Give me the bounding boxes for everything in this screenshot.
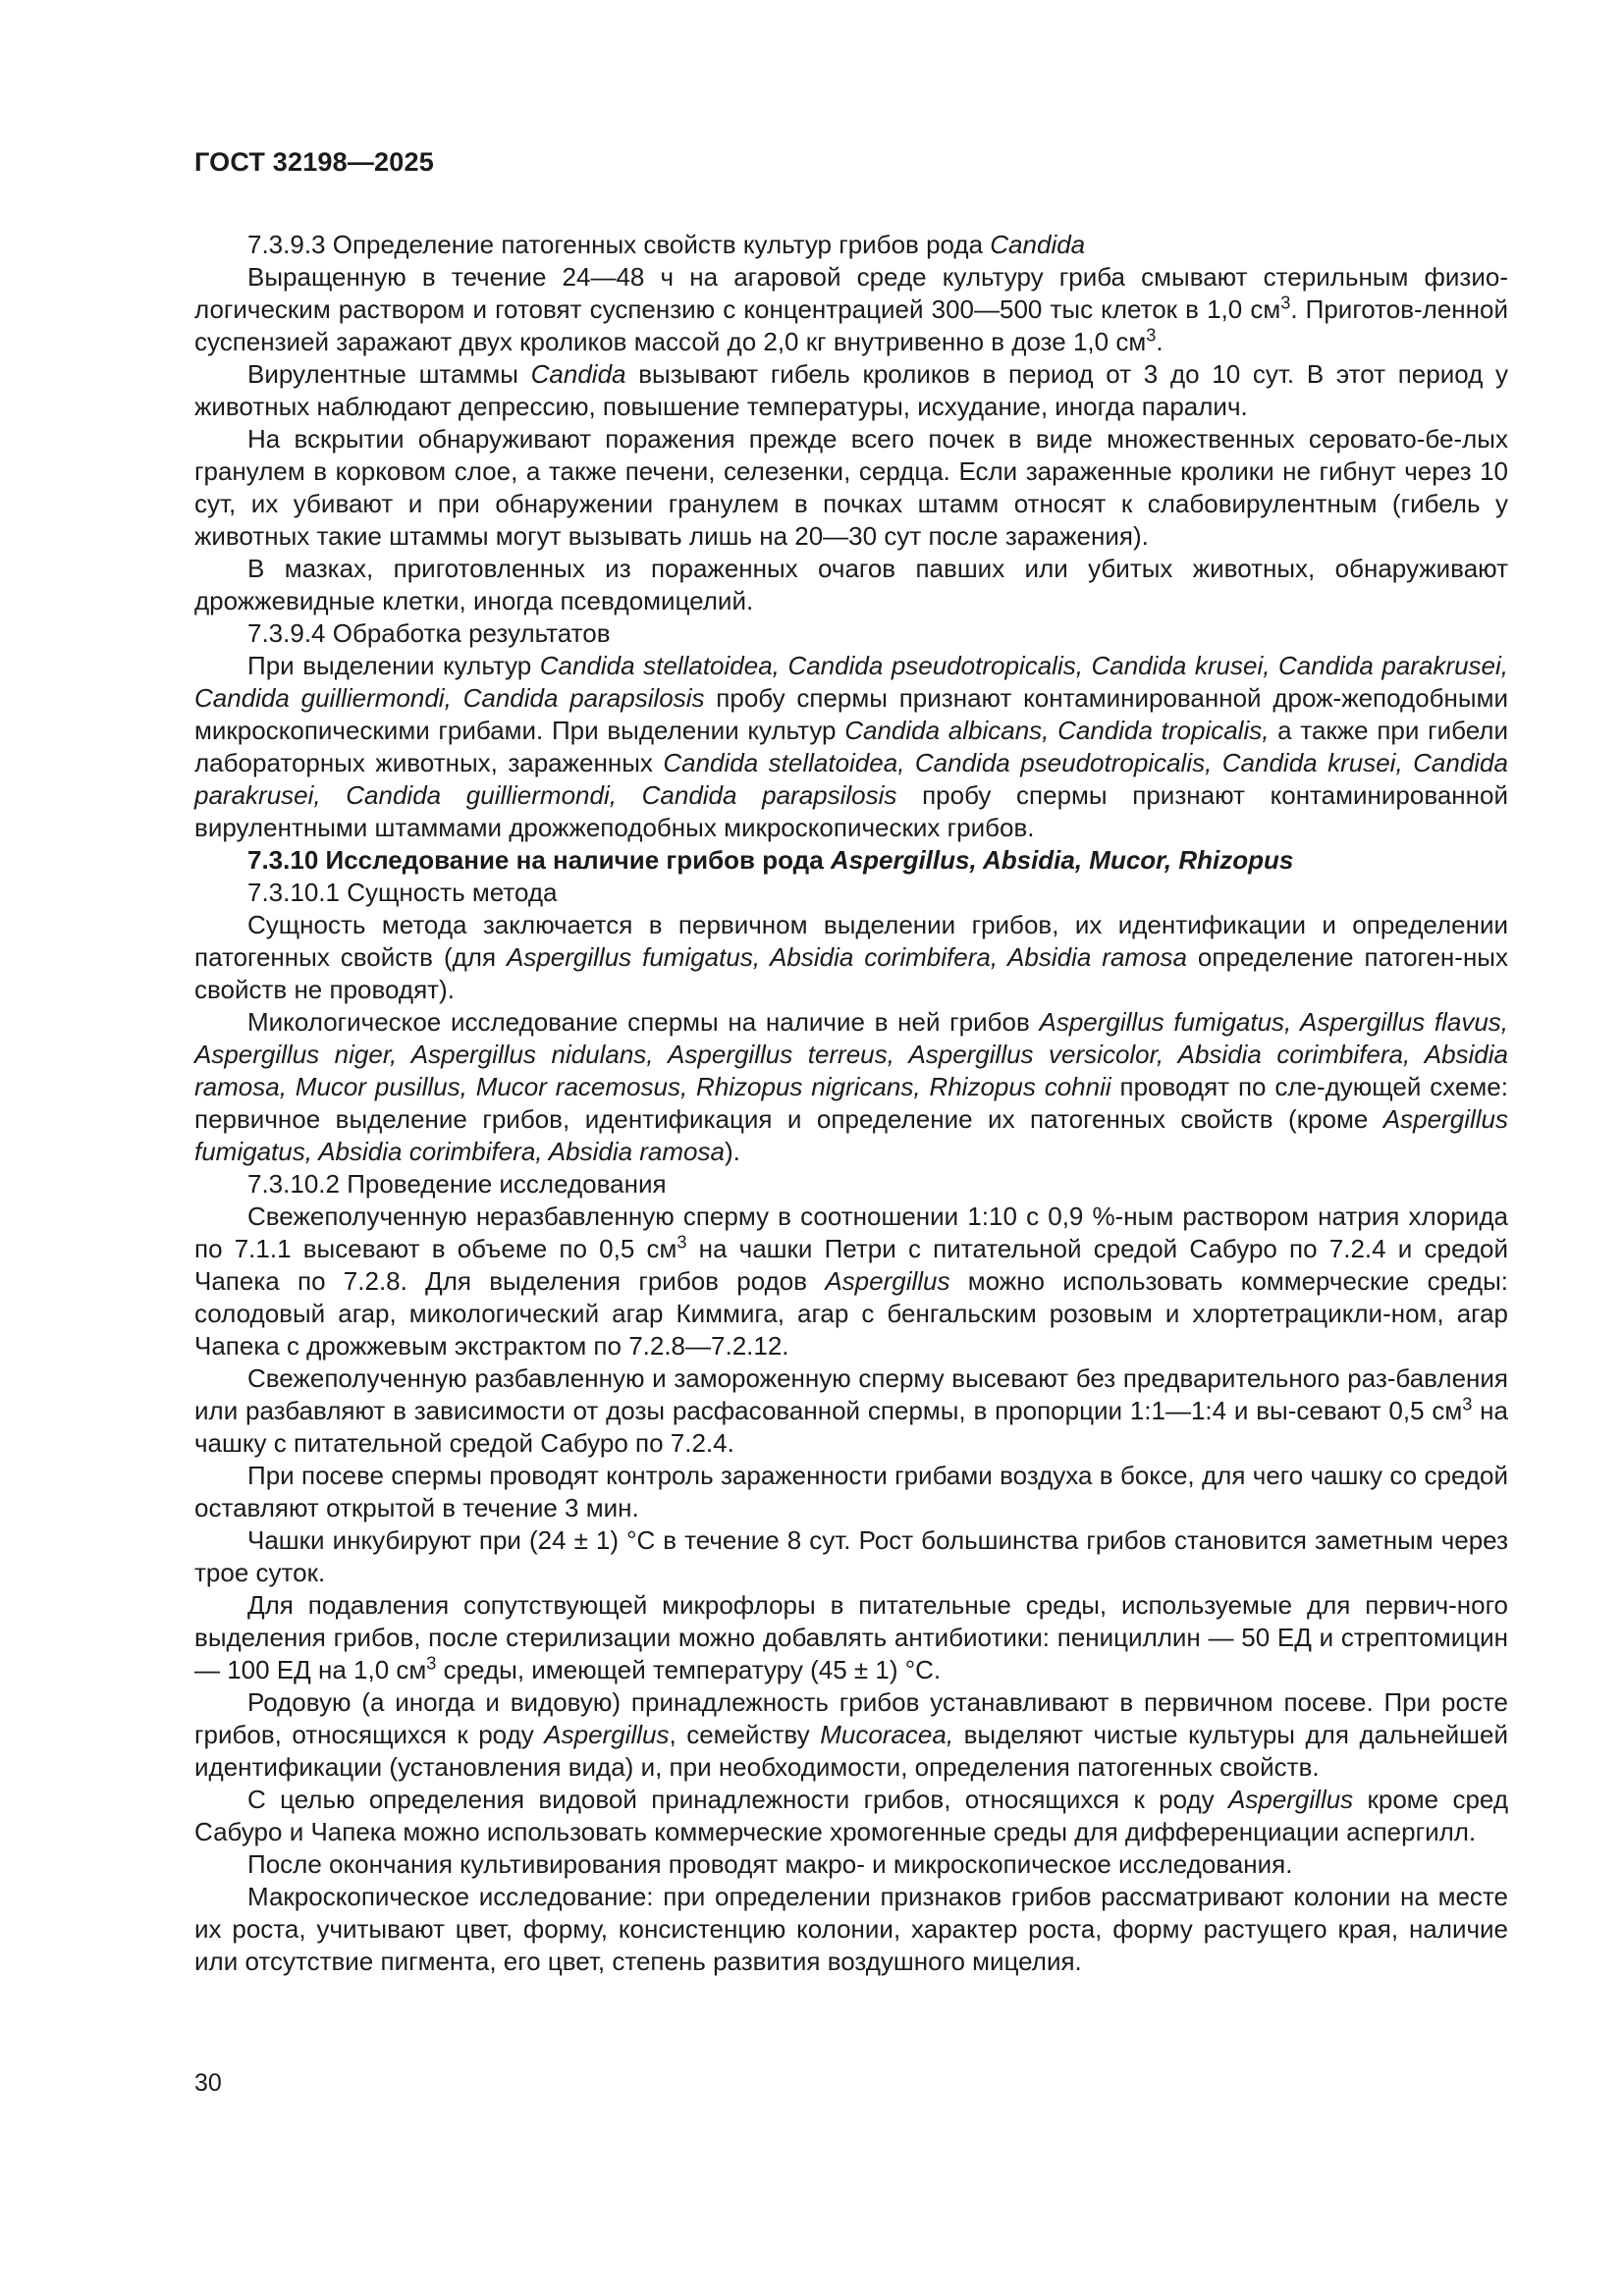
text-run: Candida albicans, Candida tropicalis,: [844, 716, 1270, 745]
paragraph: [194, 1848, 1508, 1881]
text-run: 3: [1280, 293, 1291, 313]
text-run: С целью определения видовой принадлежности грибов, относящихся к роду: [247, 1785, 1229, 1814]
text-run: Aspergillus: [1228, 1785, 1354, 1814]
text-run: 3: [426, 1653, 437, 1674]
text-run: на чашки Петри с питательной средой Сабуро по 7.2.4 и средой Чапека по 7.2.8. Для выделения грибов родов: [194, 1234, 1508, 1296]
text-run: 7.3.10.2 Проведение исследования: [247, 1169, 667, 1199]
text-run: а также при гибели лабораторных животных, зараженных: [194, 716, 1509, 777]
paragraph: [194, 650, 1508, 844]
text-run: выделяют чистые культуры для дальнейшей идентификации (установления вида) и, при необходимости, определения патогенных свойств.: [194, 1720, 1508, 1782]
paragraph: [194, 1201, 1508, 1362]
text-run: Aspergillus fumigatus, Absidia corimbifera, Absidia ramosa: [194, 1104, 1508, 1166]
paragraph: [194, 617, 1508, 650]
page-footer: [194, 2067, 222, 2100]
paragraph: [194, 1460, 1508, 1524]
text-run: Родовую (а иногда и видовую) принадлежность грибов устанавливают в первичном посеве. При росте грибов, относящихся к роду: [194, 1687, 1508, 1749]
text-run: Candida: [530, 359, 626, 389]
paragraph: [194, 358, 1508, 423]
text-run: В мазках, приготовленных из пораженных очагов павших или убитых животных, обнаруживают дрожжевидные клетки, иногда псевдомицелий.: [194, 554, 1508, 615]
text-run: Mucoracea,: [820, 1720, 954, 1749]
text-run: Aspergillus fumigatus, Absidia corimbifera, Absidia ramosa: [506, 942, 1187, 972]
document-number: ГОСТ 32198—2025: [194, 147, 434, 177]
text-run: Микологическое исследование спермы на наличие в ней грибов: [247, 1007, 1040, 1037]
page-number: 30: [194, 2069, 222, 2097]
text-run: 7.3.10.1 Сущность метода: [247, 878, 558, 907]
text-run: Свежеполученную разбавленную и замороженную сперму высевают без предварительного раз-бавления или разбавляют в зависимости от дозы расфасованной спермы, в пропорции 1:1—1:4 и вы-севают 0,5 см: [194, 1363, 1508, 1425]
text-run: 3: [1462, 1394, 1473, 1415]
paragraph: [194, 1686, 1508, 1784]
text-run: .: [1156, 327, 1164, 356]
text-run: Для подавления сопутствующей микрофлоры в питательные среды, используемые для первич-ного выделения грибов, после стерилизации можно добавлять антибиотики: пенициллин — 50 ЕД и стрептомицин — 100 ЕД на 1,0 см: [194, 1590, 1508, 1684]
text-run: Aspergillus fumigatus, Aspergillus flavus, Aspergillus niger, Aspergillus nidulans, Aspergillus terreus, Aspergillus versicolor, Absidia corimbifera, Absidia ramosa, Mucor pusillus, Mucor racemosus, Rhizopus nigricans, Rhizopus cohnii: [194, 1007, 1508, 1101]
text-run: среды, имеющей температуру (45 ± 1) °С.: [436, 1655, 942, 1684]
text-run: Выращенную в течение 24—48 ч на агаровой среде культуру гриба смывают стерильным физио-логическим раствором и готовят суспензию с концентрацией 300—500 тыс клеток в 1,0 см: [194, 262, 1508, 324]
paragraph: [194, 229, 1508, 261]
text-run: Candida stellatoidea, Candida pseudotropicalis, Candida krusei, Candida parakrusei, Candida guilliermondi, Candida parapsilosis: [194, 651, 1509, 713]
text-run: При выделении культур: [247, 651, 540, 680]
document-body: [194, 229, 1508, 1978]
paragraph: [194, 1589, 1508, 1686]
text-run: на чашку с питательной средой Сабуро по 7.2.4.: [194, 1396, 1509, 1458]
text-run: проводят по сле-дующей схеме: первичное выделение грибов, идентификация и определение их патогенных свойств (кроме: [194, 1072, 1508, 1134]
text-run: определение патоген-ных свойств не проводят).: [194, 942, 1508, 1004]
paragraph: [194, 1881, 1508, 1978]
text-run: Свежеполученную неразбавленную сперму в соотношении 1:10 с 0,9 %-ным раствором натрия хлорида по 7.1.1 высевают в объеме по 0,5 см: [194, 1201, 1508, 1263]
text-run: вызывают гибель кроликов в период от 3 до 10 сут. В этот период у животных наблюдают депрессию, повышение температуры, исхудание, иногда паралич.: [194, 359, 1508, 421]
paragraph: [194, 1168, 1508, 1201]
text-run: кроме сред Сабуро и Чапека можно использовать коммерческие хромогенные среды для дифференциации аспергилл.: [194, 1785, 1508, 1846]
paragraph: [194, 1524, 1508, 1589]
paragraph: [194, 1784, 1508, 1848]
page-header: [194, 147, 434, 178]
paragraph: [194, 1006, 1508, 1168]
paragraph: [194, 423, 1508, 553]
text-run: можно использовать коммерческие среды: солодовый агар, микологический агар Киммига, агар с бенгальским розовым и хлортетрацикли-ном, агар Чапека с дрожжевым экстрактом по 7.2.8—7.2.12.: [194, 1266, 1508, 1361]
text-run: Candida: [990, 230, 1086, 259]
text-run: пробу спермы признают контаминированной дрож-жеподобными микроскопическими грибами. При выделении культур: [194, 683, 1508, 745]
text-run: Candida stellatoidea, Candida pseudotropicalis, Candida krusei, Candida parakrusei, Candida guilliermondi, Candida parapsilosis: [194, 748, 1508, 810]
text-run: 7.3.10 Исследование на наличие грибов рода: [247, 845, 831, 875]
text-run: . Приготов-ленной суспензией заражают двух кроликов массой до 2,0 кг внутривенно в дозе 1,0 см: [194, 294, 1509, 356]
paragraph: [194, 844, 1508, 877]
paragraph: [194, 261, 1508, 358]
text-run: , семейству: [669, 1720, 821, 1749]
text-run: Сущность метода заключается в первичном выделении грибов, их идентификации и определении патогенных свойств (для: [194, 910, 1508, 972]
text-run: Aspergillus: [544, 1720, 670, 1749]
text-run: После окончания культивирования проводят макро- и микроскопическое исследования.: [247, 1849, 1293, 1879]
text-run: 3: [1146, 325, 1157, 346]
text-run: 3: [677, 1232, 687, 1253]
paragraph: [194, 877, 1508, 909]
text-run: При посеве спермы проводят контроль зараженности грибами воздуха в боксе, для чего чашку со средой оставляют открытой в течение 3 мин.: [194, 1461, 1508, 1522]
text-run: 7.3.9.3 Определение патогенных свойств культур грибов рода: [247, 230, 991, 259]
text-run: ).: [724, 1137, 740, 1166]
paragraph: [194, 909, 1508, 1006]
text-run: Чашки инкубируют при (24 ± 1) °С в течение 8 сут. Рост большинства грибов становится заметным через трое суток.: [194, 1525, 1508, 1587]
paragraph: [194, 553, 1508, 617]
text-run: Aspergillus: [825, 1266, 950, 1296]
text-run: На вскрытии обнаруживают поражения прежде всего почек в виде множественных серовато-бе-лых гранулем в корковом слое, а также печени, селезенки, сердца. Если зараженные кролики не гибнут через 10 сут, их убивают и при обнаружении гранулем в почках штамм относят к слабовирулентным (гибель у животных такие штаммы могут вызывать лишь на 20—30 сут после заражения).: [194, 424, 1508, 551]
paragraph: [194, 1362, 1508, 1460]
text-run: Aspergillus, Absidia, Mucor, Rhizopus: [830, 845, 1294, 875]
text-run: Макроскопическое исследование: при определении признаков грибов рассматривают колонии на месте их роста, учитывают цвет, форму, консистенцию колонии, характер роста, форму растущего края, наличие или отсутствие пигмента, его цвет, степень развития воздушного мицелия.: [194, 1882, 1508, 1976]
text-run: Вирулентные штаммы: [247, 359, 531, 389]
text-run: 7.3.9.4 Обработка результатов: [247, 618, 611, 648]
text-run: пробу спермы признают контаминированной вирулентными штаммами дрожжеподобных микроскопических грибов.: [194, 780, 1509, 842]
